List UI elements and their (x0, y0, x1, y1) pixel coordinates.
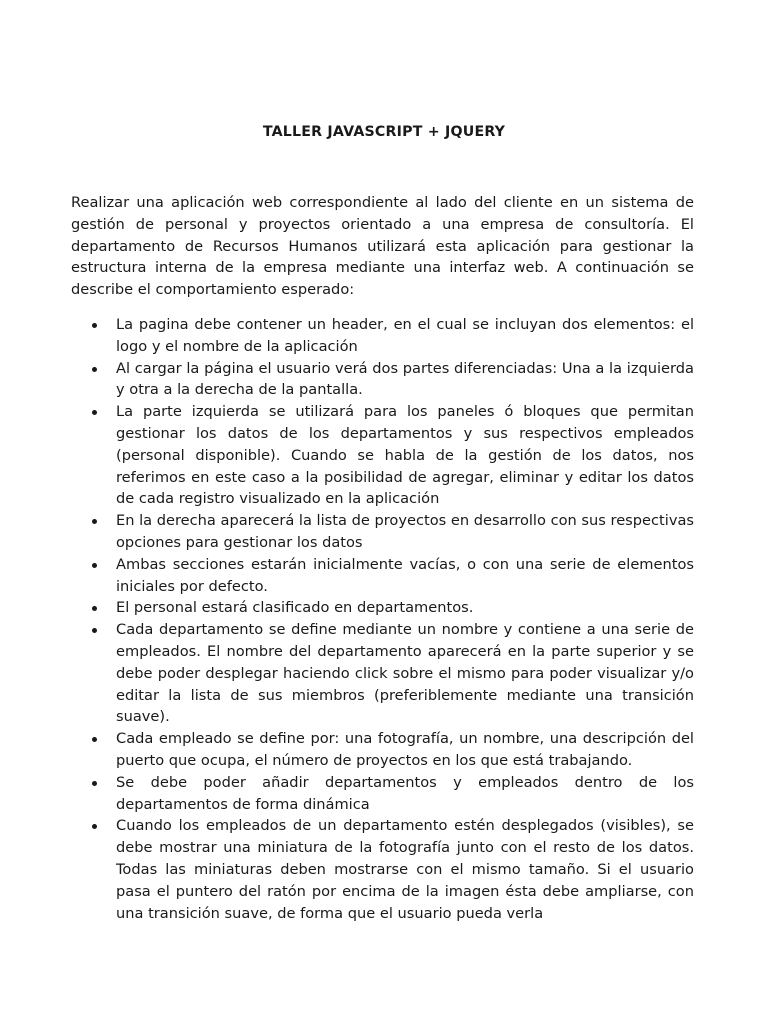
list-item-text: El personal estará clasificado en departamentos. (116, 599, 474, 617)
list-item (71, 314, 694, 358)
requirements-list (71, 314, 694, 924)
intro-paragraph: Realizar una aplicación web correspondiente al lado del cliente en un sistema de gestión de personal y proyectos orientado a una empresa de consultoría. El departamento de Recursos Humanos utilizará esta aplicación para gestionar la estructura interna de la empresa mediante una interfaz web. A continuación se describe el comportamiento esperado: (71, 194, 694, 299)
list-item-text: Ambas secciones estarán inicialmente vacías, o con una serie de elementos iniciales por defecto. (116, 555, 694, 595)
list-item (71, 772, 694, 816)
bullet-icon (92, 367, 97, 372)
bullet-icon (92, 824, 97, 829)
document-title: TALLER JAVASCRIPT + JQUERY (262, 124, 506, 140)
list-item-text: Al cargar la página el usuario verá dos partes diferenciadas: Una a la izquierda y otra a la derecha de la pantalla. (116, 359, 694, 399)
list-item-text: Cada departamento se define mediante un nombre y contiene a una serie de empleados. El nombre del departamento aparecerá en la parte superior y se debe poder desplegar haciendo click sobre el mismo para poder visualizar y/o editar la lista de sus miembros (preferiblemente mediante una transición suave). (116, 621, 694, 726)
list-item (71, 728, 694, 772)
list-item-text: En la derecha aparecerá la lista de proyectos en desarrollo con sus respectivas opciones para gestionar los datos (116, 512, 694, 551)
list-item (71, 815, 694, 924)
list-item (71, 510, 694, 554)
list-item (71, 401, 694, 510)
list-item-text: Cada empleado se define por: una fotografía, un nombre, una descripción del puerto que ocupa, el número de proyectos en los que está trabajando. (116, 730, 694, 769)
list-item-text: La pagina debe contener un header, en el cual se incluyan dos elementos: el logo y el nombre de la aplicación (116, 316, 694, 355)
bullet-icon (92, 563, 97, 568)
bullet-icon (92, 323, 97, 328)
bullet-icon (92, 781, 97, 786)
bullet-icon (92, 519, 97, 524)
list-item (71, 554, 694, 598)
bullet-icon (92, 606, 97, 611)
list-item-text: Se debe poder añadir departamentos y empleados dentro de los departamentos de forma dinámica (116, 773, 694, 813)
bullet-icon (92, 410, 97, 415)
list-item-text: Cuando los empleados de un departamento estén desplegados (visibles), se debe mostrar una miniatura de la fotografía junto con el resto de los datos. Todas las miniaturas deben mostrarse con el mismo tamaño. Si el usuario pasa el puntero del ratón por encima de la imagen ésta debe ampliarse, con una transición suave, de forma que el usuario pueda verla (116, 817, 694, 922)
list-item-text: La parte izquierda se utilizará para los paneles ó bloques que permitan gestionar los datos de los departamentos y sus respectivos empleados (personal disponible). Cuando se habla de la gestión de los datos, nos referimos en este caso a la posibilidad de agregar, eliminar y editar los datos de cada registro visualizado en la aplicación (116, 403, 694, 508)
bullet-icon (92, 737, 97, 742)
list-item (71, 619, 694, 728)
list-item (71, 597, 694, 619)
bullet-icon (92, 628, 97, 633)
list-item (71, 358, 694, 402)
